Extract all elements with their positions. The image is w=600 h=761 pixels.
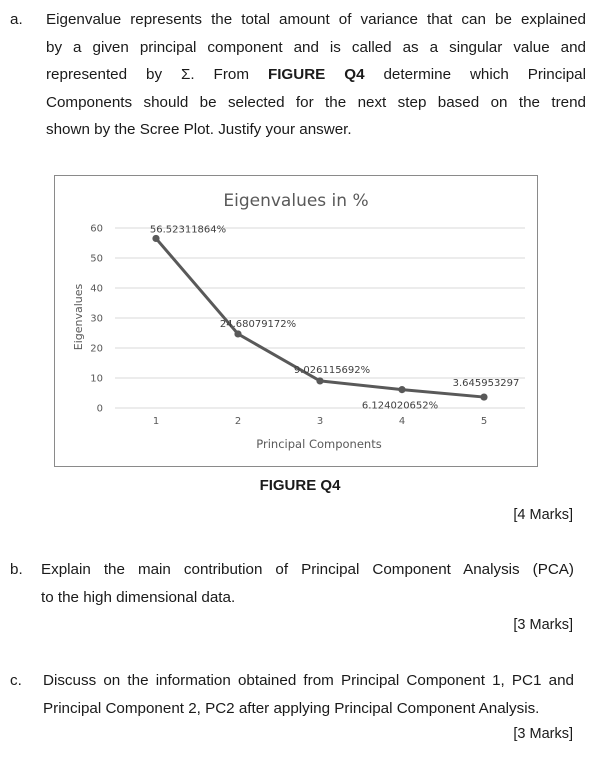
chart-data-label: 24.68079172% bbox=[219, 318, 297, 330]
question-a-line bbox=[46, 61, 586, 89]
question-c-marks: [3 Marks] bbox=[513, 726, 573, 742]
chart-x-tick-label: 2 bbox=[234, 416, 242, 427]
figure-caption: FIGURE Q4 bbox=[259, 477, 341, 494]
question-b-marks: [3 Marks] bbox=[513, 617, 573, 633]
question-a-text bbox=[46, 6, 586, 144]
question-b-line: Explain the main contribution of Principal Component Analysis (PCA) bbox=[41, 561, 574, 578]
question-a-line: shown by the Scree Plot. Justify your answer. bbox=[46, 121, 352, 138]
question-a-marks: [4 Marks] bbox=[513, 507, 573, 523]
question-a-line: Eigenvalue represents the total amount of variance that can be explained bbox=[46, 11, 586, 28]
question-c-number: c. bbox=[10, 672, 22, 689]
question-b-text bbox=[41, 556, 574, 611]
chart-y-tick-label: 30 bbox=[90, 313, 103, 325]
chart-y-tick-label: 20 bbox=[90, 343, 103, 355]
chart-y-tick-label: 10 bbox=[90, 373, 103, 385]
question-a-number: a. bbox=[10, 11, 23, 28]
question-c-line: Principal Component 2, PC2 after applying Principal Component Analysis. bbox=[43, 699, 540, 717]
chart-title: Eigenvalues in % bbox=[223, 191, 369, 211]
question-c-text bbox=[43, 667, 574, 722]
chart-data-label: 9.026115692% bbox=[293, 364, 371, 376]
figure-reference: FIGURE Q4 bbox=[267, 66, 365, 83]
chart-data-label: 6.124020652% bbox=[361, 400, 439, 412]
chart-data-point bbox=[398, 386, 405, 393]
chart-x-tick-label: 1 bbox=[152, 416, 160, 427]
chart-data-point bbox=[316, 377, 323, 384]
chart-y-tick-label: 40 bbox=[90, 283, 103, 295]
chart-data-point bbox=[234, 330, 241, 337]
chart-data-label: 3.645953297 bbox=[452, 378, 520, 390]
chart-x-tick-label: 5 bbox=[480, 416, 488, 427]
scree-plot-chart bbox=[54, 175, 538, 467]
question-b-number: b. bbox=[10, 561, 23, 578]
question-a-line3-pre: represented by Σ. From bbox=[46, 66, 268, 83]
chart-y-tick-label: 50 bbox=[90, 253, 103, 265]
question-c-line: Discuss on the information obtained from Principal Component 1, PC1 and bbox=[43, 672, 574, 689]
chart-y-ticks bbox=[90, 224, 103, 415]
chart-x-tick-label: 3 bbox=[316, 416, 324, 427]
question-a-line3-post: determine which Principal bbox=[364, 66, 586, 83]
question-b-line: to the high dimensional data. bbox=[41, 588, 236, 606]
chart-y-tick-label: 60 bbox=[90, 223, 103, 235]
chart-data-label: 56.52311864% bbox=[149, 224, 227, 236]
chart-x-axis-label: Principal Components bbox=[256, 437, 382, 451]
question-a-line: by a given principal component and is called as a singular value and bbox=[46, 38, 586, 56]
chart-y-axis-label: Eigenvalues bbox=[72, 283, 85, 351]
chart-data-point bbox=[152, 235, 159, 242]
question-a-line: Components should be selected for the next step based on the trend bbox=[46, 93, 586, 111]
chart-svg bbox=[55, 176, 537, 466]
chart-data-point bbox=[480, 393, 487, 400]
chart-x-tick-label: 4 bbox=[398, 416, 406, 427]
chart-y-tick-label: 0 bbox=[96, 403, 103, 415]
chart-x-ticks bbox=[153, 416, 487, 427]
